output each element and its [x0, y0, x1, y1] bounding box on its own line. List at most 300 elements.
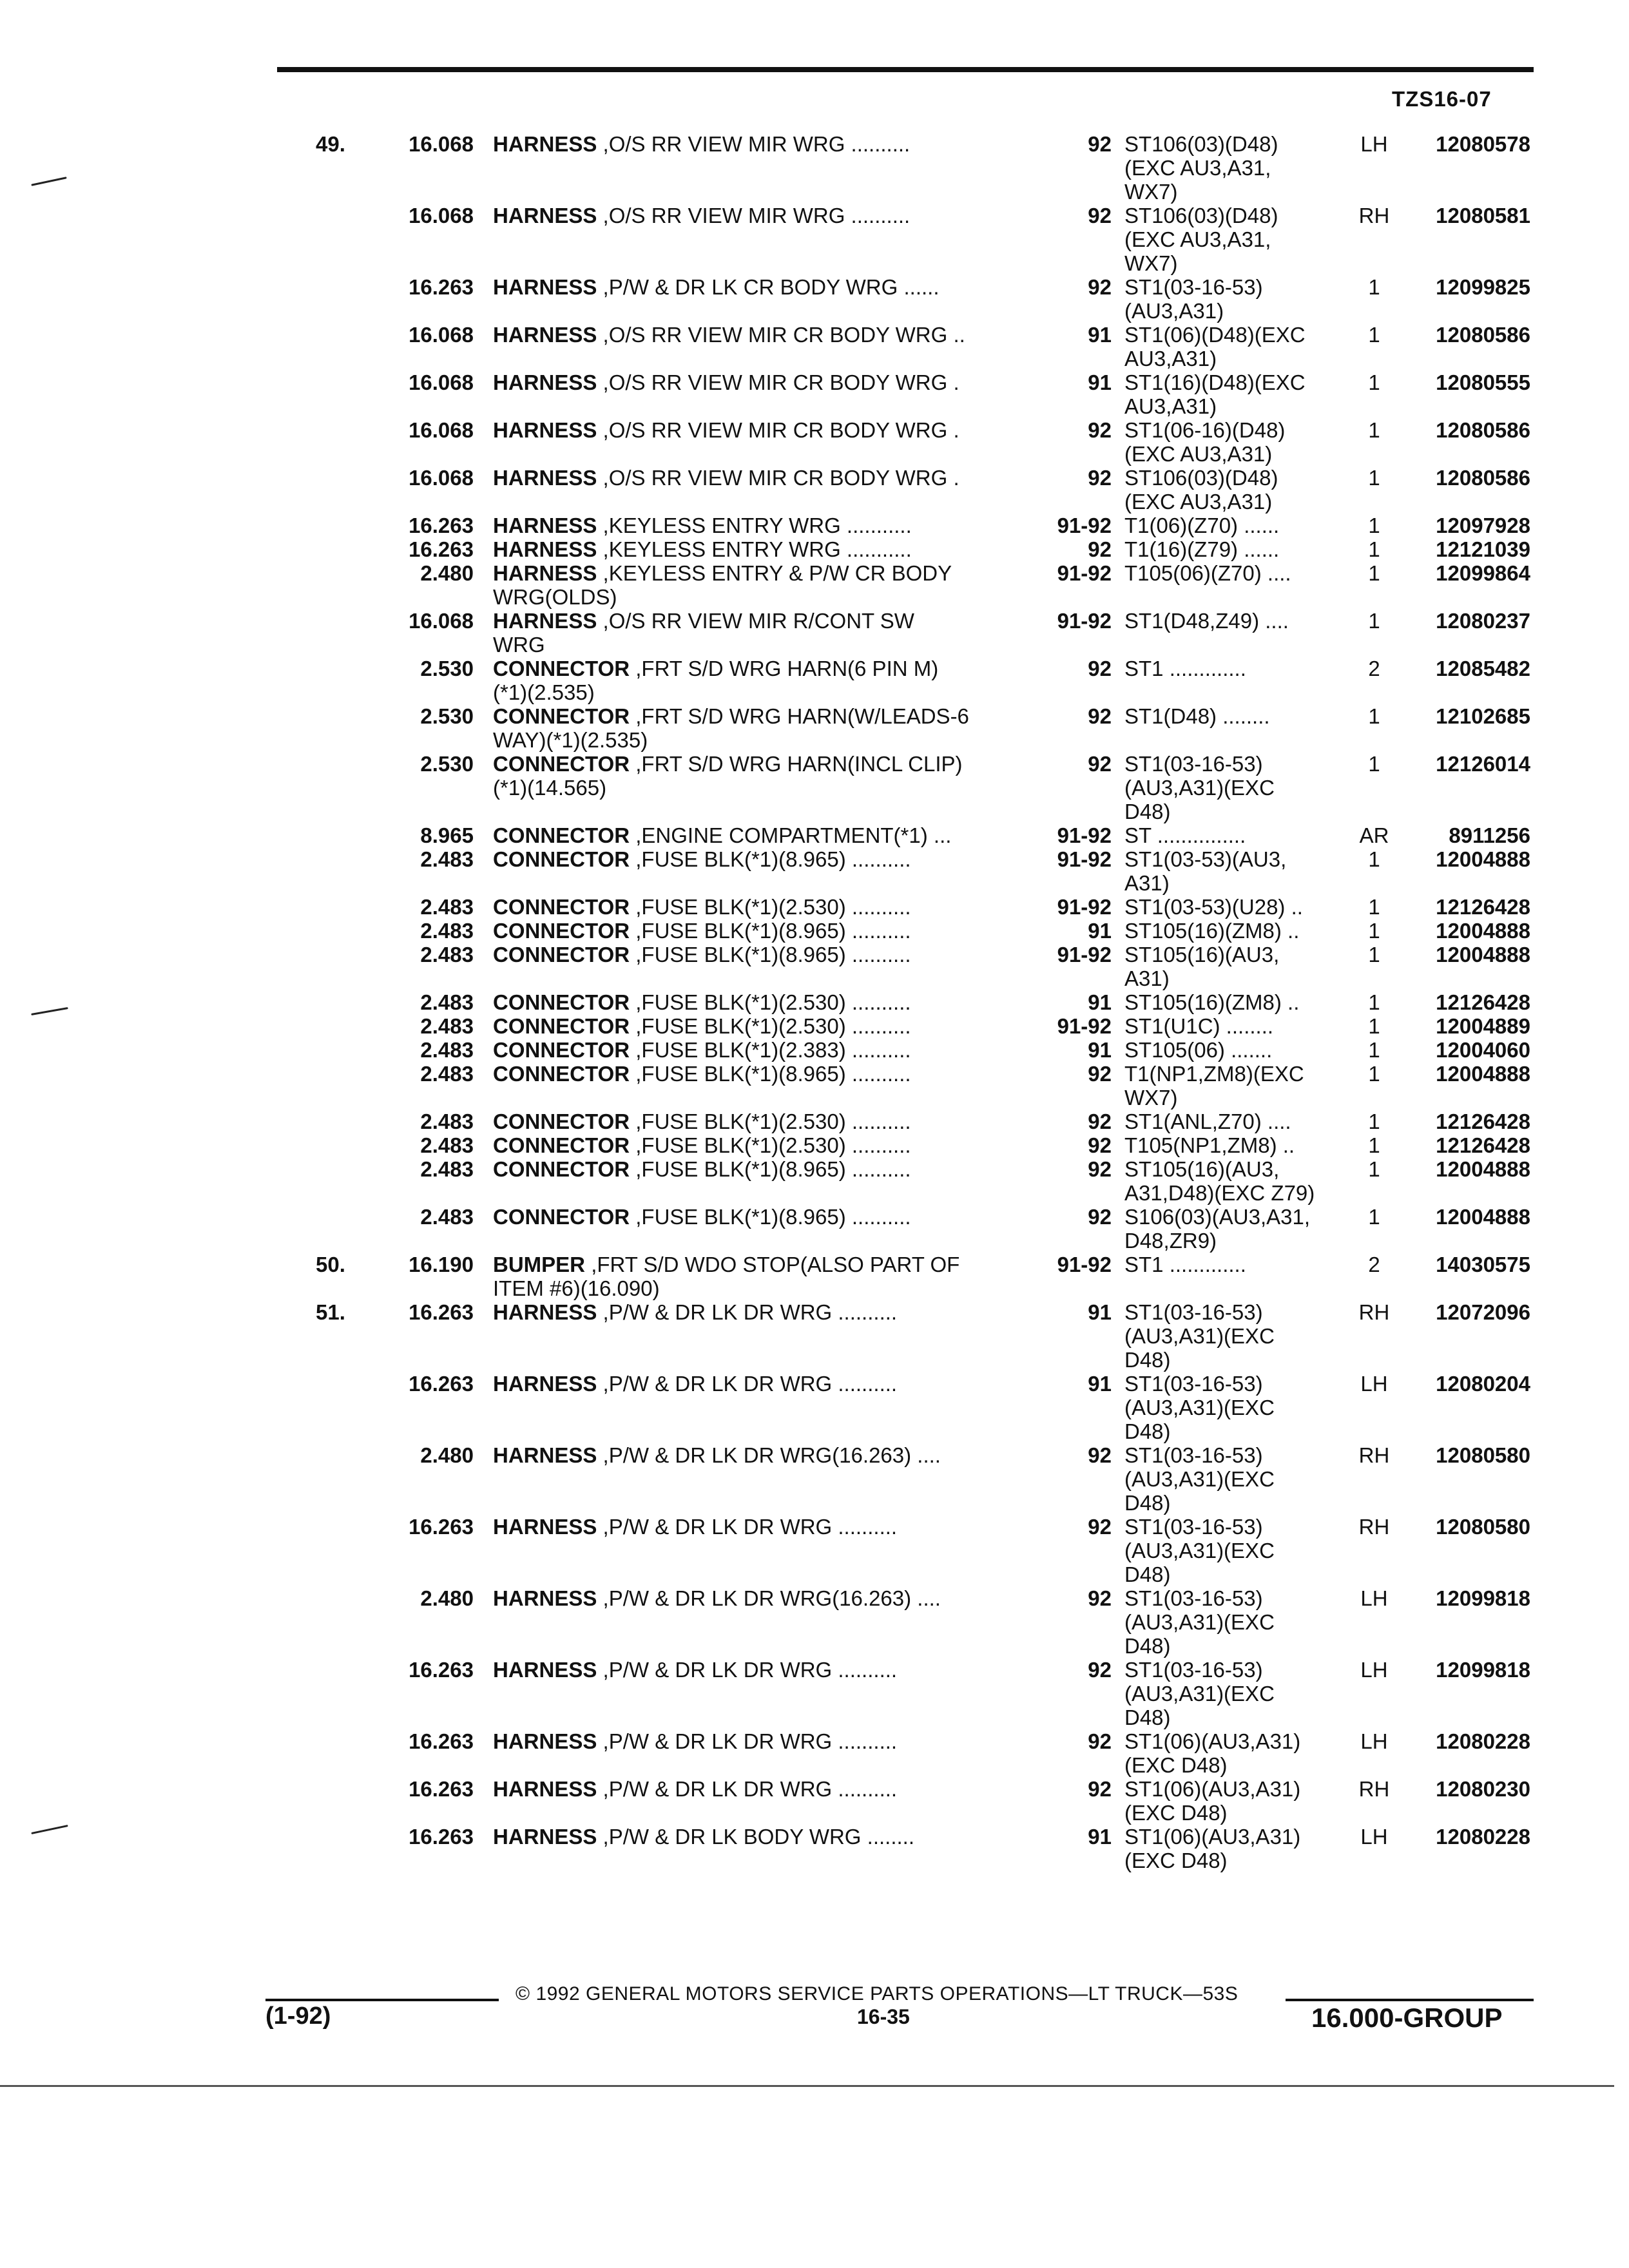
application-line: WX7) — [1124, 180, 1178, 204]
group-number: 2.483 — [420, 943, 474, 966]
part-number: 12080555 — [1436, 370, 1530, 394]
table-row — [0, 1729, 1629, 1777]
model-year: 91 — [1088, 990, 1112, 1014]
model-year: 92 — [1088, 657, 1112, 680]
part-name: HARNESS — [493, 132, 597, 156]
quantity: 1 — [1368, 370, 1380, 394]
application-codes — [1124, 1157, 1344, 1205]
part-detail: ,O/S RR VIEW MIR CR BODY WRG .. — [602, 323, 965, 347]
quantity: 1 — [1368, 943, 1380, 966]
group-number: 16.190 — [409, 1253, 474, 1276]
part-description — [493, 1729, 1002, 1753]
part-name: CONNECTOR — [493, 1062, 630, 1086]
part-detail: ,P/W & DR LK DR WRG .......... — [602, 1777, 898, 1801]
application-codes — [1124, 919, 1344, 943]
part-description — [493, 1133, 1002, 1157]
part-number: 12080580 — [1436, 1443, 1530, 1467]
group-number: 2.483 — [420, 1157, 474, 1181]
part-number: 12080580 — [1436, 1515, 1530, 1539]
part-number: 12072096 — [1436, 1300, 1530, 1324]
part-description — [493, 704, 1002, 752]
model-year: 92 — [1088, 418, 1112, 442]
part-description — [493, 1205, 1002, 1229]
application-line: ST1(03-16-53) — [1124, 752, 1263, 776]
part-detail: ,FRT S/D WRG HARN(W/LEADS-6 — [635, 704, 969, 728]
part-detail: ,FUSE BLK(*1)(8.965) .......... — [635, 919, 911, 943]
part-name: HARNESS — [493, 1300, 597, 1324]
application-line: ST1(06)(AU3,A31) — [1124, 1729, 1301, 1753]
application-line: (AU3,A31)(EXC — [1124, 1539, 1275, 1562]
part-description — [493, 609, 1002, 657]
group-number: 16.263 — [409, 1825, 474, 1849]
application-line: D48) — [1124, 1562, 1171, 1586]
table-row — [0, 1586, 1629, 1658]
quantity: LH — [1360, 1658, 1388, 1682]
part-description — [493, 1014, 1002, 1038]
application-codes — [1124, 823, 1344, 847]
part-description — [493, 943, 1002, 966]
application-codes — [1124, 1300, 1344, 1372]
part-name: HARNESS — [493, 537, 597, 561]
group-number: 16.068 — [409, 466, 474, 490]
part-detail: ,FRT S/D WRG HARN(INCL CLIP) — [635, 752, 963, 776]
application-line: ST1 ............. — [1124, 1253, 1246, 1276]
quantity: LH — [1360, 132, 1388, 156]
model-year: 92 — [1088, 1729, 1112, 1753]
parts-table — [0, 132, 1629, 1872]
application-line: D48) — [1124, 800, 1171, 823]
application-line: WX7) — [1124, 251, 1178, 275]
application-line: (AU3,A31)(EXC — [1124, 1610, 1275, 1634]
table-row — [0, 823, 1629, 847]
quantity: 1 — [1368, 418, 1380, 442]
table-row — [0, 132, 1629, 204]
quantity: 1 — [1368, 466, 1380, 490]
footer-page-number: 16-35 — [857, 2005, 910, 2028]
application-line: T1(16)(Z79) ...... — [1124, 537, 1280, 561]
application-line: ST1(16)(D48)(EXC — [1124, 370, 1306, 394]
application-line: ST106(03)(D48) — [1124, 132, 1278, 156]
table-row — [0, 466, 1629, 514]
application-line: D48) — [1124, 1706, 1171, 1729]
group-number: 2.483 — [420, 1205, 474, 1229]
application-line: ST1(03-16-53) — [1124, 1300, 1263, 1324]
model-year: 91 — [1088, 1038, 1112, 1062]
part-detail: ,P/W & DR LK DR WRG(16.263) .... — [602, 1586, 941, 1610]
application-codes — [1124, 847, 1344, 895]
part-detail-continued: WRG(OLDS) — [493, 585, 617, 609]
application-line: (AU3,A31)(EXC — [1124, 1682, 1275, 1706]
table-row — [0, 1253, 1629, 1300]
part-description — [493, 275, 1002, 299]
part-description — [493, 1443, 1002, 1467]
part-number: 12121039 — [1436, 537, 1530, 561]
quantity: 1 — [1368, 704, 1380, 728]
quantity: RH — [1358, 204, 1390, 227]
application-codes — [1124, 1110, 1344, 1133]
part-name: HARNESS — [493, 1777, 597, 1801]
part-description — [493, 752, 1002, 800]
part-number: 12126428 — [1436, 1110, 1530, 1133]
application-line: ST105(16)(ZM8) .. — [1124, 919, 1300, 943]
part-name: CONNECTOR — [493, 1133, 630, 1157]
group-number: 2.483 — [420, 1110, 474, 1133]
quantity: 1 — [1368, 323, 1380, 347]
application-line: ST105(16)(AU3, — [1124, 943, 1280, 966]
part-detail: ,FRT S/D WDO STOP(ALSO PART OF — [591, 1253, 960, 1276]
application-line: D48) — [1124, 1491, 1171, 1515]
group-number: 2.483 — [420, 990, 474, 1014]
model-year: 92 — [1088, 1515, 1112, 1539]
part-description — [493, 323, 1002, 347]
application-line: (AU3,A31) — [1124, 299, 1224, 323]
model-year: 91-92 — [1057, 895, 1112, 919]
table-row — [0, 1110, 1629, 1133]
model-year: 92 — [1088, 1777, 1112, 1801]
part-detail: ,P/W & DR LK DR WRG .......... — [602, 1515, 898, 1539]
application-codes — [1124, 609, 1344, 633]
part-name: CONNECTOR — [493, 1205, 630, 1229]
table-row — [0, 1825, 1629, 1872]
part-detail: ,P/W & DR LK CR BODY WRG ...... — [602, 275, 940, 299]
application-line: D48,ZR9) — [1124, 1229, 1217, 1253]
application-line: T105(NP1,ZM8) .. — [1124, 1133, 1295, 1157]
group-number: 2.483 — [420, 919, 474, 943]
table-row — [0, 943, 1629, 990]
part-name: HARNESS — [493, 1825, 597, 1849]
footer-rule — [1286, 1999, 1534, 2001]
group-number: 2.480 — [420, 561, 474, 585]
part-description — [493, 1110, 1002, 1133]
table-row — [0, 990, 1629, 1014]
part-name: HARNESS — [493, 1658, 597, 1682]
application-codes — [1124, 1253, 1344, 1276]
application-codes — [1124, 1825, 1344, 1872]
part-number: 12080586 — [1436, 466, 1530, 490]
application-codes — [1124, 1014, 1344, 1038]
group-number: 16.263 — [409, 1658, 474, 1682]
quantity: 1 — [1368, 847, 1380, 871]
part-description — [493, 1372, 1002, 1396]
group-number: 16.263 — [409, 1777, 474, 1801]
group-number: 16.263 — [409, 514, 474, 537]
group-number: 16.068 — [409, 418, 474, 442]
part-name: HARNESS — [493, 1729, 597, 1753]
quantity: 1 — [1368, 561, 1380, 585]
quantity: 1 — [1368, 919, 1380, 943]
application-line: ST106(03)(D48) — [1124, 466, 1278, 490]
part-name: CONNECTOR — [493, 1038, 630, 1062]
part-number: 12080230 — [1436, 1777, 1530, 1801]
part-number: 12097928 — [1436, 514, 1530, 537]
application-line: ST1(06)(D48)(EXC — [1124, 323, 1306, 347]
table-row — [0, 847, 1629, 895]
application-codes — [1124, 990, 1344, 1014]
bottom-rule — [0, 2085, 1614, 2087]
quantity: LH — [1360, 1825, 1388, 1849]
group-number: 2.530 — [420, 704, 474, 728]
quantity: 1 — [1368, 1062, 1380, 1086]
part-description — [493, 1777, 1002, 1801]
group-number: 2.530 — [420, 752, 474, 776]
application-codes — [1124, 323, 1344, 370]
part-number: 14030575 — [1436, 1253, 1530, 1276]
table-row — [0, 919, 1629, 943]
model-year: 92 — [1088, 752, 1112, 776]
model-year: 92 — [1088, 1157, 1112, 1181]
part-name: HARNESS — [493, 1443, 597, 1467]
application-line: ST1(03-16-53) — [1124, 275, 1263, 299]
part-description — [493, 847, 1002, 871]
part-number: 12126014 — [1436, 752, 1530, 776]
application-line: ST1 ............. — [1124, 657, 1246, 680]
part-name: HARNESS — [493, 514, 597, 537]
application-line: ST1(03-53)(AU3, — [1124, 847, 1287, 871]
application-codes — [1124, 561, 1344, 585]
part-name: CONNECTOR — [493, 943, 630, 966]
part-number: 8911256 — [1449, 823, 1530, 847]
part-description — [493, 1658, 1002, 1682]
application-line: ST1(06)(AU3,A31) — [1124, 1777, 1301, 1801]
part-number: 12004888 — [1436, 1205, 1530, 1229]
application-codes — [1124, 1443, 1344, 1515]
group-number: 2.530 — [420, 657, 474, 680]
part-detail: ,FUSE BLK(*1)(2.530) .......... — [635, 1110, 911, 1133]
quantity: 1 — [1368, 275, 1380, 299]
application-line: ST1(06-16)(D48) — [1124, 418, 1286, 442]
application-codes — [1124, 1062, 1344, 1110]
application-codes — [1124, 752, 1344, 823]
table-row — [0, 204, 1629, 275]
application-line: (EXC AU3,A31, — [1124, 227, 1271, 251]
group-number: 2.483 — [420, 895, 474, 919]
footer-copyright: © 1992 GENERAL MOTORS SERVICE PARTS OPERATIONS—LT TRUCK—53S — [516, 1983, 1239, 2004]
part-detail: ,FUSE BLK(*1)(2.530) .......... — [635, 990, 911, 1014]
quantity: 1 — [1368, 895, 1380, 919]
part-detail: ,KEYLESS ENTRY & P/W CR BODY — [602, 561, 952, 585]
item-number: 49. — [316, 132, 345, 156]
application-line: ST1(03-16-53) — [1124, 1658, 1263, 1682]
group-number: 8.965 — [420, 823, 474, 847]
model-year: 92 — [1088, 1443, 1112, 1467]
part-number: 12099825 — [1436, 275, 1530, 299]
application-line: (EXC AU3,A31) — [1124, 442, 1273, 466]
model-year: 91 — [1088, 1372, 1112, 1396]
quantity: RH — [1358, 1777, 1390, 1801]
part-number: 12126428 — [1436, 1133, 1530, 1157]
application-codes — [1124, 943, 1344, 990]
application-line: AU3,A31) — [1124, 347, 1217, 370]
quantity: AR — [1359, 823, 1389, 847]
application-line: ST1(03-16-53) — [1124, 1515, 1263, 1539]
table-row — [0, 514, 1629, 537]
part-detail-continued: (*1)(14.565) — [493, 776, 607, 800]
part-description — [493, 1515, 1002, 1539]
model-year: 92 — [1088, 1062, 1112, 1086]
application-line: ST1(03-53)(U28) .. — [1124, 895, 1303, 919]
part-name: HARNESS — [493, 275, 597, 299]
part-name: HARNESS — [493, 466, 597, 490]
top-rule — [277, 67, 1534, 72]
model-year: 92 — [1088, 1133, 1112, 1157]
application-line: ST105(06) ....... — [1124, 1038, 1273, 1062]
part-number: 12099818 — [1436, 1658, 1530, 1682]
part-number: 12085482 — [1436, 657, 1530, 680]
part-name: CONNECTOR — [493, 990, 630, 1014]
model-year: 92 — [1088, 1586, 1112, 1610]
part-detail: ,O/S RR VIEW MIR R/CONT SW — [602, 609, 914, 633]
part-detail: ,ENGINE COMPARTMENT(*1) ... — [635, 823, 952, 847]
part-name: CONNECTOR — [493, 823, 630, 847]
application-line: (AU3,A31)(EXC — [1124, 1324, 1275, 1348]
application-codes — [1124, 895, 1344, 919]
part-name: CONNECTOR — [493, 847, 630, 871]
model-year: 91-92 — [1057, 1014, 1112, 1038]
application-line: (AU3,A31)(EXC — [1124, 776, 1275, 800]
application-line: WX7) — [1124, 1086, 1178, 1110]
part-description — [493, 1825, 1002, 1849]
table-row — [0, 1038, 1629, 1062]
part-number: 12080581 — [1436, 204, 1530, 227]
part-description — [493, 823, 1002, 847]
part-detail: ,FUSE BLK(*1)(2.530) .......... — [635, 1014, 911, 1038]
group-number: 2.483 — [420, 1133, 474, 1157]
part-name: CONNECTOR — [493, 919, 630, 943]
part-name: HARNESS — [493, 561, 597, 585]
part-detail: ,FUSE BLK(*1)(2.530) .......... — [635, 1133, 911, 1157]
part-name: HARNESS — [493, 418, 597, 442]
table-row — [0, 275, 1629, 323]
part-detail-continued: WAY)(*1)(2.535) — [493, 728, 648, 752]
part-description — [493, 561, 1002, 609]
model-year: 92 — [1088, 1205, 1112, 1229]
doc-code: TZS16-07 — [1392, 87, 1492, 111]
part-detail-continued: ITEM #6)(16.090) — [493, 1276, 660, 1300]
part-number: 12004060 — [1436, 1038, 1530, 1062]
table-row — [0, 704, 1629, 752]
footer-rule — [265, 1999, 499, 2001]
part-name: HARNESS — [493, 609, 597, 633]
application-codes — [1124, 704, 1344, 728]
group-number: 16.068 — [409, 323, 474, 347]
quantity: 1 — [1368, 1014, 1380, 1038]
model-year: 92 — [1088, 537, 1112, 561]
part-number: 12080237 — [1436, 609, 1530, 633]
table-row — [0, 1300, 1629, 1372]
application-line: ST1(03-16-53) — [1124, 1372, 1263, 1396]
part-number: 12080228 — [1436, 1825, 1530, 1849]
part-description — [493, 919, 1002, 943]
quantity: LH — [1360, 1729, 1388, 1753]
part-name: CONNECTOR — [493, 1110, 630, 1133]
application-line: ST1(06)(AU3,A31) — [1124, 1825, 1301, 1849]
quantity: RH — [1358, 1515, 1390, 1539]
table-row — [0, 537, 1629, 561]
application-line: ST106(03)(D48) — [1124, 204, 1278, 227]
part-detail: ,P/W & DR LK DR WRG .......... — [602, 1300, 898, 1324]
part-number: 12004888 — [1436, 847, 1530, 871]
application-codes — [1124, 370, 1344, 418]
quantity: 1 — [1368, 609, 1380, 633]
part-description — [493, 895, 1002, 919]
part-detail: ,P/W & DR LK DR WRG .......... — [602, 1372, 898, 1396]
item-number: 51. — [316, 1300, 345, 1324]
part-detail: ,O/S RR VIEW MIR WRG .......... — [602, 132, 911, 156]
application-line: T1(06)(Z70) ...... — [1124, 514, 1280, 537]
group-number: 16.068 — [409, 370, 474, 394]
table-row — [0, 418, 1629, 466]
model-year: 92 — [1088, 204, 1112, 227]
part-detail: ,KEYLESS ENTRY WRG ........... — [602, 537, 912, 561]
application-line: D48) — [1124, 1419, 1171, 1443]
part-description — [493, 466, 1002, 490]
table-row — [0, 561, 1629, 609]
model-year: 91-92 — [1057, 609, 1112, 633]
part-number: 12004889 — [1436, 1014, 1530, 1038]
part-number: 12080204 — [1436, 1372, 1530, 1396]
application-line: A31) — [1124, 871, 1170, 895]
part-name: CONNECTOR — [493, 704, 630, 728]
application-line: ST1(D48) ........ — [1124, 704, 1270, 728]
application-line: T105(06)(Z70) .... — [1124, 561, 1291, 585]
table-row — [0, 1658, 1629, 1729]
model-year: 91-92 — [1057, 1253, 1112, 1276]
quantity: RH — [1358, 1300, 1390, 1324]
application-codes — [1124, 1658, 1344, 1729]
part-name: BUMPER — [493, 1253, 586, 1276]
part-description — [493, 1038, 1002, 1062]
application-codes — [1124, 275, 1344, 323]
part-name: HARNESS — [493, 370, 597, 394]
part-number: 12004888 — [1436, 943, 1530, 966]
group-number: 2.480 — [420, 1443, 474, 1467]
model-year: 92 — [1088, 132, 1112, 156]
table-row — [0, 370, 1629, 418]
model-year: 92 — [1088, 1658, 1112, 1682]
part-description — [493, 370, 1002, 394]
part-description — [493, 132, 1002, 156]
table-row — [0, 657, 1629, 704]
group-number: 16.068 — [409, 204, 474, 227]
part-name: HARNESS — [493, 204, 597, 227]
application-line: (EXC AU3,A31, — [1124, 156, 1271, 180]
application-line: (EXC AU3,A31) — [1124, 490, 1273, 514]
application-line: ST1(03-16-53) — [1124, 1443, 1263, 1467]
application-codes — [1124, 1515, 1344, 1586]
application-line: AU3,A31) — [1124, 394, 1217, 418]
group-number: 16.263 — [409, 1372, 474, 1396]
application-codes — [1124, 418, 1344, 466]
quantity: 1 — [1368, 1205, 1380, 1229]
part-name: HARNESS — [493, 1372, 597, 1396]
part-description — [493, 418, 1002, 442]
application-codes — [1124, 204, 1344, 275]
application-codes — [1124, 514, 1344, 537]
table-row — [0, 1062, 1629, 1110]
application-line: ST105(16)(AU3, — [1124, 1157, 1280, 1181]
group-number: 16.263 — [409, 1729, 474, 1753]
quantity: LH — [1360, 1586, 1388, 1610]
part-description — [493, 514, 1002, 537]
quantity: 1 — [1368, 514, 1380, 537]
application-codes — [1124, 1777, 1344, 1825]
quantity: 2 — [1368, 657, 1380, 680]
table-row — [0, 1777, 1629, 1825]
application-line: (AU3,A31)(EXC — [1124, 1467, 1275, 1491]
part-detail: ,FUSE BLK(*1)(8.965) .......... — [635, 847, 911, 871]
part-description — [493, 1157, 1002, 1181]
part-description — [493, 1253, 1002, 1300]
